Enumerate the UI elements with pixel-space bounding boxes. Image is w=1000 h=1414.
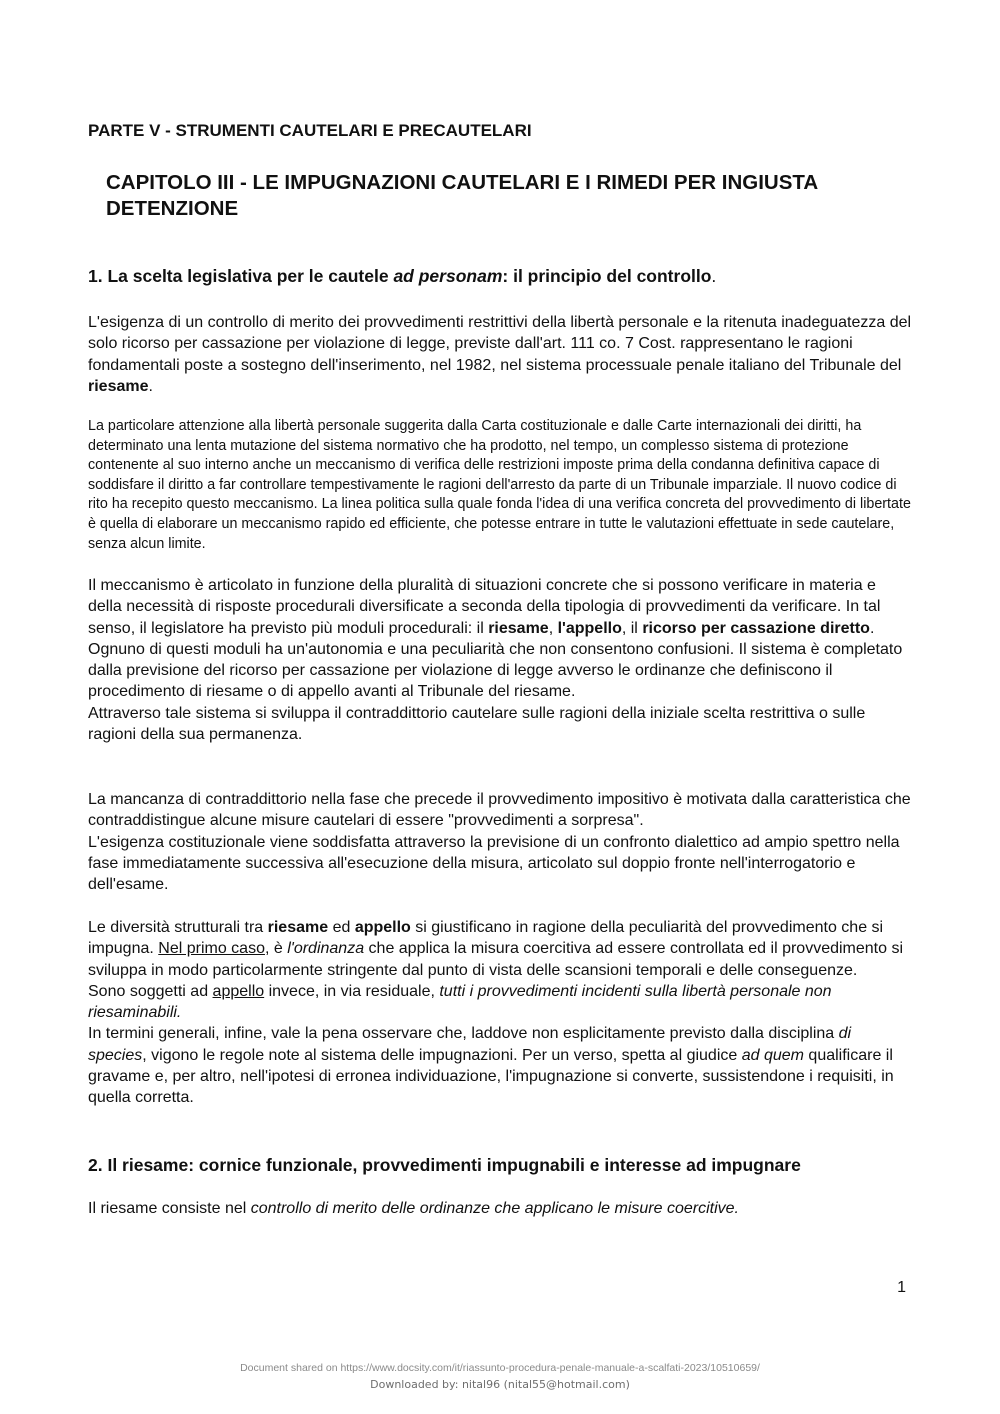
section-2-heading: 2. Il riesame: cornice funzionale, provvedimenti impugnabili e interesse ad impugnare — [88, 1155, 801, 1175]
paragraph-6: Il riesame consiste nel controllo di merito delle ordinanze che applicano le misure coercitive. — [88, 1200, 739, 1217]
page-number: 1 — [897, 1279, 906, 1296]
paragraph-3 — [88, 575, 913, 745]
paragraph-3-line-2: Ognuno di questi moduli ha un'autonomia e una peculiarità che non consentono confusioni. Il sistema è completato dalla previsione del ricorso per cassazione per violazione di legge avverso le ordinanze che definiscono il procedimento di riesame o di appello avanti al Tribunale del riesame. — [88, 640, 903, 701]
footer-downloaded-by: Downloaded by: nital96 (nital55@hotmail.com) — [370, 1378, 630, 1391]
paragraph-5: Le diversità strutturali tra riesame ed appello si giustificano in ragione della peculiarità del provvedimento che si impugna. Nel primo caso, è l'ordinanza che applica la misura coercitiva ad essere controllata ed il provvedimento si sviluppa in modo particolarmente stringente dal punto di vista delle scansioni temporali e delle conseguenze. Sono soggetti ad appello invece, in via residuale, tutti i provvedimenti incidenti sulla libertà personale non riesaminabili. In termini generali, infine, vale la pena osservare che, laddove non esplicitamente previsto dalla disciplina di species, vigono le regole note al sistema delle impugnazioni. Per un verso, spetta al giudice ad quem qualificare il gravame e, per altro, nell'ipotesi di erronea individuazione, l'impugnazione si converte, sussistendone i requisiti, in quella corretta. — [88, 919, 904, 1107]
footer-shared-link[interactable]: Document shared on https://www.docsity.com/it/riassunto-procedura-penale-manuale-a-scalfati-2023/10510659/ — [240, 1362, 760, 1374]
section-1-italic: ad personam — [393, 266, 503, 286]
paragraph-3-line-3: Attraverso tale sistema si sviluppa il contraddittorio cautelare sulle ragioni della iniziale scelta restrittiva o sulle ragioni della sua permanenza. — [88, 704, 866, 744]
paragraph-1: L'esigenza di un controllo di merito dei provvedimenti restrittivi della libertà personale e la ritenuta inadeguatezza del solo ricorso per cassazione per violazione di legge, previste dall'art. 111 co. 7 Cost. rappresentano le ragioni fondamentali poste a sostegno dell'inserimento, nel 1982, nel sistema processuale penale italiano del Tribunale del riesame. — [88, 314, 912, 395]
paragraph-4: La mancanza di contraddittorio nella fase che precede il provvedimento impositivo è motivata dalla caratteristica che contraddistingue alcune misure cautelari di essere "provvedimenti a sorpresa". L'esigenza costituzionale viene soddisfatta attraverso la previsione di un confronto dialettico ad ampio spettro nella fase immediatamente successiva all'esecuzione della misura, articolato sul doppio fronte nell'interrogatorio e dell'esame. — [88, 791, 911, 894]
paragraph-3-line-1: Il meccanismo è articolato in funzione della pluralità di situazioni concrete che si possono verificare in materia e della necessità di risposte procedurali diversificate a seconda della tipologia di provvedimenti da verificare. In tal senso, il legislatore ha previsto più moduli procedurali: il riesame, l'appello, il ricorso per cassazione diretto. — [88, 577, 881, 637]
chapter-title: CAPITOLO III - LE IMPUGNAZIONI CAUTELARI E I RIMEDI PER INGIUSTA DETENZIONE — [106, 171, 818, 220]
part-title: PARTE V - STRUMENTI CAUTELARI E PRECAUTELARI — [88, 121, 532, 140]
term-riesame: riesame — [88, 377, 149, 395]
section-1-heading: 1. La scelta legislativa per le cautele ad personam: il principio del controllo. — [88, 266, 717, 286]
paragraph-2: La particolare attenzione alla libertà personale suggerita dalla Carta costituzionale e dalle Carte internazionali dei diritti, ha determinato una lenta mutazione del sistema normativo che ha prodotto, nel tempo, un complesso sistema di protezione contenente al suo interno anche un meccanismo di verifica delle restrizioni imposte prima della condanna definitiva capace di soddisfare il diritto a far controllare tempestivamente le ragioni dell'arresto da parte di un Tribunale imparziale. Il nuovo codice di rito ha recepito questo meccanismo. La linea politica sulla quale fonda l'idea di una verifica concreta del provvedimento di libertate è quella di elaborare un meccanismo rapido ed efficiente, che potesse entrare in tutte le valutazioni effettuate in sede cautelare, senza alcun limite. — [88, 418, 911, 552]
